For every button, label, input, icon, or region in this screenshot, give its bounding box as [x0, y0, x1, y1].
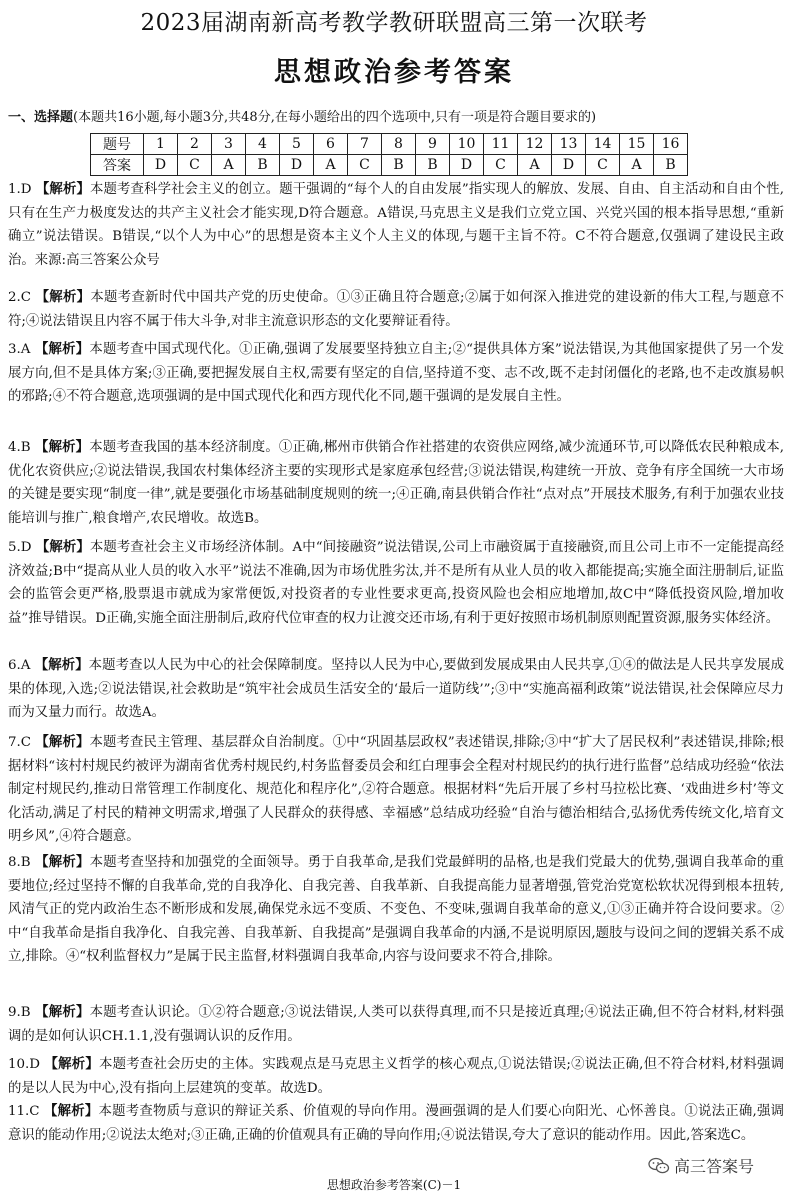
question-9 — [8, 1001, 784, 1048]
analysis-tag: 【解析】 — [34, 658, 89, 673]
wechat-icon — [648, 1157, 670, 1175]
question-number-cell: 3 — [212, 134, 246, 155]
answer-cell: A — [314, 155, 348, 176]
question-number-cell: 15 — [620, 134, 654, 155]
analysis-text: 本题考查科学社会主义的创立。题干强调的“每个人的自由发展”指实现人的解放、发展、自由、自主活动和自由个性,只有在生产力极度发达的共产主义社会才能实现,D符合题意。A错误,马克思主义是我们立党立国、兴党兴国的根本指导思想,“重新确立”说法错误。B错误,“以个人为中心”的思想是资本主义个人主义的体现,与题干主旨不符。C不符合题意,仅强调了建设民主政治。来源:高三答案公众号 — [8, 182, 785, 268]
question-number: 3.A — [8, 342, 31, 357]
question-number-cell: 2 — [178, 134, 212, 155]
answer-cell: B — [654, 155, 688, 176]
analysis-text: 本题考查我国的基本经济制度。①正确,郴州市供销合作社搭建的农资供应网络,减少流通环节,可以降低农民种粮成本,优化农资供应;②说法错误,我国农村集体经济主要的实现形式是家庭承包经营;③说法错误,构建统一开放、竞争有序全国统一大市场的关键是要实现“制度一律”,就是要强化市场基础制度规则的统一;④正确,南县供销合作社“点对点”开展技术服务,有利于加强农业技能培训与推广,粮食增产,农民增收。故选B。 — [8, 440, 784, 526]
wechat-watermark — [648, 1154, 754, 1177]
question-number-cell: 9 — [416, 134, 450, 155]
analysis-text: 本题考查民主管理、基层群众自治制度。①中“巩固基层政权”表述错误,排除;③中“扩大了居民权利”表述错误,排除;根据材料“该村村规民约被评为湖南省优秀村规民约,村务监督委员会和红白理事会全程对村规民约的执行进行监督”总结成功经验“依法制定村规民约,推动日常管理工作制度化、规范化和程序化”,②符合题意。根据材料“先后开展了乡村马拉松比赛、‘戏曲进乡村’等文化活动,满足了村民的精神文明需求,增强了人民群众的获得感、幸福感”总结成功经验“自治与德治相结合,弘扬优秀传统文化,培育文明乡风”,④符合题意。 — [8, 735, 784, 845]
analysis-text: 本题考查认识论。①②符合题意;③说法错误,人类可以获得真理,而不只是接近真理;④说法正确,但不符合材料,材料强调的是如何认识CH.1.1,没有强调认识的反作用。 — [8, 1005, 784, 1044]
question-7 — [8, 731, 784, 849]
question-number-cell: 1 — [144, 134, 178, 155]
question-number: 4.B — [8, 440, 31, 455]
answer-table — [90, 133, 688, 176]
page-footer: 思想政治参考答案(C)－1 — [326, 1178, 462, 1192]
question-11 — [8, 1100, 784, 1147]
analysis-tag: 【解析】 — [35, 182, 90, 197]
question-number-cell: 10 — [450, 134, 484, 155]
analysis-text: 本题考查以人民为中心的社会保障制度。坚持以人民为中心,要做到发展成果由人民共享,①④的做法是人民共享发展成果的体现,入选;②说法错误,社会救助是“筑牢社会成员生活安全的‘最后一道防线’”;③中“实施高福利政策”说法错误,社会保障应尽力而为又量力而行。故选A。 — [8, 658, 785, 721]
answer-cell: D — [280, 155, 314, 176]
answer-cell: C — [484, 155, 518, 176]
table-header-answer: 答案 — [91, 155, 144, 176]
answer-cell: B — [246, 155, 280, 176]
question-number: 9.B — [8, 1005, 31, 1020]
analysis-tag: 【解析】 — [44, 1104, 99, 1119]
document-title: 2023届湖南新高考教学教研联盟高三第一次联考 — [140, 10, 648, 36]
analysis-text: 本题考查社会历史的主体。实践观点是马克思主义哲学的核心观点,①说法错误;②说法正确,但不符合材料,材料强调的是以人民为中心,没有指向上层建筑的变革。故选D。 — [8, 1057, 785, 1096]
section-heading — [8, 106, 783, 125]
answer-cell: B — [382, 155, 416, 176]
question-10 — [8, 1053, 784, 1100]
answer-cell: A — [620, 155, 654, 176]
answer-cell: B — [416, 155, 450, 176]
question-number-cell: 5 — [280, 134, 314, 155]
analysis-text: 本题考查中国式现代化。①正确,强调了发展要坚持独立自主;②“提供具体方案”说法错误,为其他国家提供了另一个发展方向,但不是具体方案;③正确,要把握发展自主权,需要有坚定的自信,坚持道不变、志不改,既不走封闭僵化的老路,也不走改旗易帜的邪路;④不符合题意,选项强调的是中国式现代化和西方现代化不同,题干强调的是发展自主性。 — [8, 342, 784, 405]
question-4 — [8, 436, 784, 530]
analysis-tag: 【解析】 — [35, 540, 90, 555]
question-2 — [8, 286, 784, 333]
question-number-cell: 13 — [552, 134, 586, 155]
document-subtitle: 思想政治参考答案 — [274, 57, 514, 88]
answer-cell: A — [212, 155, 246, 176]
question-number: 6.A — [8, 658, 31, 673]
question-number: 8.B — [8, 855, 31, 870]
answer-cell: C — [178, 155, 212, 176]
question-number: 1.D — [8, 182, 32, 197]
section-description: (本题共16小题,每小题3分,共48分,在每小题给出的四个选项中,只有一项是符合题目要求的) — [73, 110, 597, 125]
analysis-tag: 【解析】 — [35, 735, 90, 750]
question-number-cell: 7 — [348, 134, 382, 155]
question-number-cell: 16 — [654, 134, 688, 155]
answer-cell: D — [552, 155, 586, 176]
question-number-cell: 6 — [314, 134, 348, 155]
analysis-tag: 【解析】 — [35, 855, 90, 870]
analysis-tag: 【解析】 — [35, 290, 91, 305]
answer-cell: C — [348, 155, 382, 176]
watermark-text: 高三答案号 — [674, 1157, 755, 1176]
table-header-number: 题号 — [91, 134, 144, 155]
analysis-tag: 【解析】 — [35, 440, 90, 455]
analysis-text: 本题考查坚持和加强党的全面领导。勇于自我革命,是我们党最鲜明的品格,也是我们党最大的优势,强调自我革命的重要地位;经过坚持不懈的自我革命,党的自我净化、自我完善、自我革新、自我提高能力显著增强,管党治党宽松软状况得到根本扭转,风清气正的党内政治生态不断形成和发展,确保党永远不变质、不变色、不变味,强调自我革命的意义,①③正确并符合设问要求。②中“自我革命是指自我净化、自我完善、自我革新、自我提高”是强调自我革命的内涵,不是说明原因,题肢与设问之间的逻辑关系不成立,排除。④“权利监督权力”是属于民主监督,材料强调自我革命,内容与设问要求不符合,排除。 — [8, 855, 785, 965]
question-3 — [8, 338, 784, 409]
analysis-tag: 【解析】 — [44, 1057, 99, 1072]
question-number-cell: 12 — [518, 134, 552, 155]
section-label: 一、选择题 — [8, 110, 74, 125]
question-number-cell: 8 — [382, 134, 416, 155]
analysis-tag: 【解析】 — [35, 1005, 90, 1020]
question-number: 7.C — [8, 735, 32, 750]
analysis-text: 本题考查社会主义市场经济体制。A中“间接融资”说法错误,公司上市融资属于直接融资,而且公司上市不一定能提高经济效益;B中“提高从业人员的收入水平”说法不准确,因为市场优胜劣汰,并不是所有从业人员的收入都能提高;实施全面注册制后,证监会的监管会更严格,股票退市就成为家常便饭,对投资者的专业性要求更高,投资风险也会相应地增加,故C中“降低投资风险,增加收益”推导错误。D正确,实施全面注册制后,政府代位审查的权力让渡交还市场,有利于更好按照市场机制原则配置资源,服务实体经济。 — [8, 540, 785, 626]
answer-cell: A — [518, 155, 552, 176]
answer-cell: C — [586, 155, 620, 176]
answer-table-answer-row — [91, 155, 688, 176]
question-number-cell: 11 — [484, 134, 518, 155]
question-number: 11.C — [8, 1104, 40, 1119]
question-number-cell: 4 — [246, 134, 280, 155]
question-number: 5.D — [8, 540, 32, 555]
analysis-tag: 【解析】 — [34, 342, 90, 357]
analysis-text: 本题考查物质与意识的辩证关系、价值观的导向作用。漫画强调的是人们要心向阳光、心怀善良。①说法正确,强调意识的能动作用;②说法太绝对;③正确,正确的价值观具有正确的导向作用;④说法错误,夸大了意识的能动作用。因此,答案选C。 — [8, 1104, 784, 1143]
question-5 — [8, 536, 784, 630]
question-number: 10.D — [8, 1057, 41, 1072]
answer-cell: D — [144, 155, 178, 176]
answer-table-number-row — [91, 134, 688, 155]
question-8 — [8, 851, 784, 969]
answer-cell: D — [450, 155, 484, 176]
analysis-text: 本题考查新时代中国共产党的历史使命。①③正确且符合题意;②属于如何深入推进党的建设新的伟大工程,与题意不符;④说法错误且内容不属于伟大斗争,对非主流意识形态的文化要辩证看待。 — [8, 290, 784, 329]
question-1 — [8, 178, 784, 272]
question-6 — [8, 654, 784, 725]
question-number: 2.C — [8, 290, 32, 305]
question-number-cell: 14 — [586, 134, 620, 155]
